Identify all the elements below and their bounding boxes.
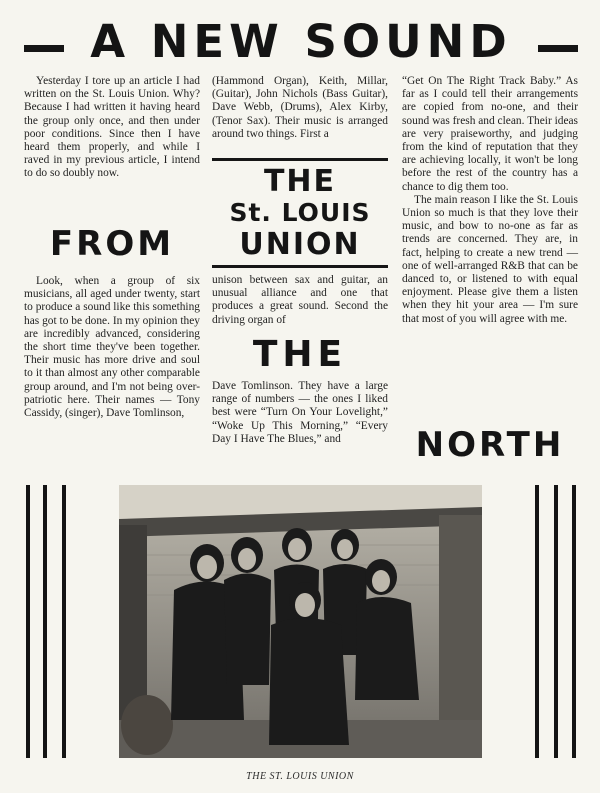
headline-dash-right bbox=[538, 45, 578, 52]
big-word-north: NORTH bbox=[415, 425, 565, 465]
big-word-from: FROM bbox=[49, 224, 175, 264]
article-column-2-bottom bbox=[212, 380, 388, 446]
article-paragraph: Yesterday I tore up an article I had written on the St. Louis Union. Why? Because I had written it having heard the group only once, and then under poor conditions. Since then I have heard them properly, and while I raved in my previous article, I intend to do so doubly now. bbox=[24, 75, 200, 180]
band-name-line-2: St. LOUIS bbox=[229, 198, 371, 227]
headline-text: A NEW SOUND bbox=[90, 15, 512, 68]
article-column-1-bottom bbox=[24, 275, 200, 420]
band-name-line-3: UNION bbox=[239, 227, 361, 262]
band-name-box bbox=[212, 158, 388, 268]
decorative-bar bbox=[554, 485, 558, 758]
decorative-bar bbox=[572, 485, 576, 758]
divider-rule bbox=[212, 158, 388, 161]
decorative-bar bbox=[26, 485, 30, 758]
headline bbox=[22, 16, 578, 68]
article-paragraph: (Hammond Organ), Keith, Millar, (Guitar), John Nichols (Bass Guitar), Dave Webb, (Drums), Alex Kirby, (Tenor Sax). Their music is arranged around two things. First a bbox=[212, 75, 388, 140]
divider-rule bbox=[212, 265, 388, 268]
decorative-bar bbox=[62, 485, 66, 758]
headline-dash-left bbox=[24, 45, 64, 52]
article-column-2-middle bbox=[212, 274, 388, 327]
article-paragraph: unison between sax and guitar, an unusual alliance and one that produces a great sound. Second the driving organ of bbox=[212, 274, 388, 326]
big-word-the: THE bbox=[252, 334, 348, 375]
band-name-line-1: THE bbox=[263, 164, 337, 199]
article-column-3 bbox=[402, 75, 578, 326]
article-paragraph: Dave Tomlinson. They have a large range of numbers — the ones I liked best were “Turn On Your Lovelight,” “Woke Up This Morning,” “Every Day I Have The Blues,” and bbox=[212, 380, 388, 445]
article-paragraph: The main reason I like the St. Louis Union so much is that they love their music, and bow to no-one as far as trends are concerned. They are, in fact, helping to create a new trend — one of well-arranged R&B that can be danced to, or listened to with equal enjoyment. Please give them a listen when they hit your area — I'm sure that most of you will agree with me. bbox=[402, 193, 578, 325]
band-photo bbox=[119, 485, 482, 758]
article-paragraph: Look, when a group of six musicians, all aged under twenty, start to produce a sound like this something has got to be done. In my opinion they are incredibly advanced, considering the short time they've been together. Their music has more drive and soul to it than almost any other comparable group around, and I'm not being over-patriotic here. Their names — Tony Cassidy, (singer), Dave Tomlinson, bbox=[24, 275, 200, 420]
article-paragraph: “Get On The Right Track Baby.” As far as I could tell their arrangements are copied from no-one, and their sound was fresh and clean. Their ideas are very praiseworthy, and judging from the kind of reputation that they are achieving locally, it won't be long before the rest of the country has a chance to dig them too. bbox=[402, 75, 578, 193]
photo-caption: THE ST. LOUIS UNION bbox=[246, 771, 354, 782]
article-column-2-top bbox=[212, 75, 388, 141]
decorative-bar bbox=[535, 485, 539, 758]
article-column-1-top bbox=[24, 75, 200, 181]
decorative-bar bbox=[43, 485, 47, 758]
